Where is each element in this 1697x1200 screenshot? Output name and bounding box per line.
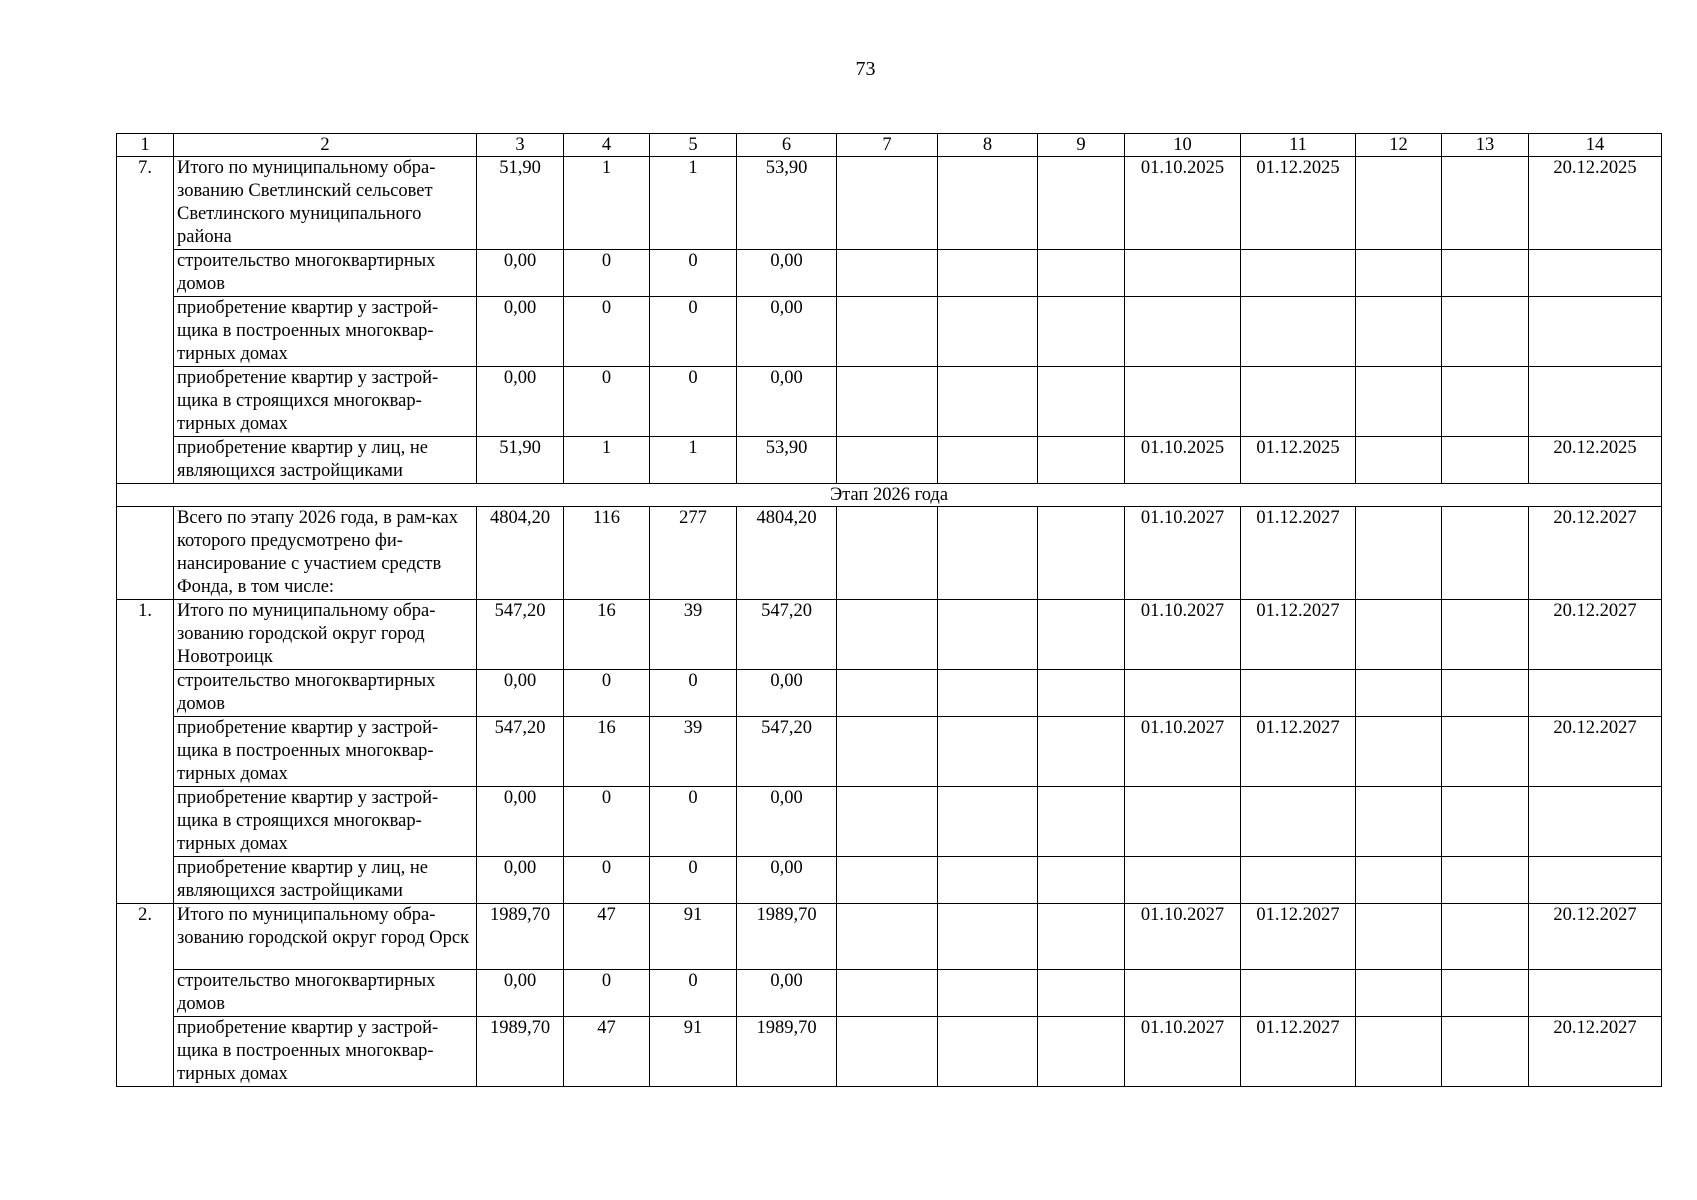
row-number: [117, 857, 174, 904]
empty-cell: [1442, 1017, 1529, 1087]
date-cell: 20.12.2027: [1529, 717, 1662, 787]
column-number: 7: [837, 134, 938, 157]
empty-cell: [938, 367, 1038, 437]
empty-cell: [1038, 787, 1125, 857]
value-cell: 0,00: [477, 670, 564, 717]
value-cell: 1: [650, 157, 737, 250]
row-number: [117, 970, 174, 1017]
value-cell: 0,00: [477, 857, 564, 904]
value-cell: 0: [650, 857, 737, 904]
value-cell: 0,00: [477, 367, 564, 437]
empty-cell: [1356, 717, 1442, 787]
value-cell: 53,90: [737, 157, 837, 250]
column-number: 3: [477, 134, 564, 157]
row-number: 7.: [117, 157, 174, 250]
date-cell: 01.12.2027: [1241, 717, 1356, 787]
value-cell: 0: [564, 297, 650, 367]
empty-cell: [1442, 970, 1529, 1017]
empty-cell: [837, 157, 938, 250]
value-cell: 0,00: [737, 857, 837, 904]
value-cell: 16: [564, 717, 650, 787]
empty-cell: [1038, 507, 1125, 600]
date-cell: [1125, 297, 1241, 367]
row-name: приобретение квартир у застрой-щика в строящихся многоквар-тирных домах: [174, 787, 477, 857]
empty-cell: [1356, 787, 1442, 857]
date-cell: 01.10.2027: [1125, 1017, 1241, 1087]
table-row: [117, 600, 1662, 670]
date-cell: 01.10.2025: [1125, 437, 1241, 484]
value-cell: 1989,70: [477, 904, 564, 970]
empty-cell: [837, 367, 938, 437]
date-cell: [1125, 250, 1241, 297]
empty-cell: [1038, 157, 1125, 250]
value-cell: 1989,70: [737, 1017, 837, 1087]
row-name: строительство многоквартирных домов: [174, 250, 477, 297]
value-cell: 53,90: [737, 437, 837, 484]
empty-cell: [1356, 970, 1442, 1017]
value-cell: 0: [650, 250, 737, 297]
empty-cell: [1356, 250, 1442, 297]
table-row: [117, 717, 1662, 787]
row-number: 2.: [117, 904, 174, 970]
date-cell: 01.12.2027: [1241, 904, 1356, 970]
empty-cell: [938, 507, 1038, 600]
value-cell: 0: [650, 970, 737, 1017]
value-cell: 0,00: [737, 250, 837, 297]
column-number: 9: [1038, 134, 1125, 157]
date-cell: [1241, 970, 1356, 1017]
row-name: приобретение квартир у лиц, не являющихся застройщиками: [174, 857, 477, 904]
value-cell: 0,00: [477, 787, 564, 857]
column-number: 11: [1241, 134, 1356, 157]
empty-cell: [1038, 857, 1125, 904]
empty-cell: [938, 787, 1038, 857]
value-cell: 39: [650, 600, 737, 670]
column-number: 2: [174, 134, 477, 157]
empty-cell: [938, 1017, 1038, 1087]
value-cell: 0: [564, 970, 650, 1017]
row-number: [117, 787, 174, 857]
value-cell: 0: [564, 857, 650, 904]
date-cell: 01.10.2027: [1125, 507, 1241, 600]
table-row: [117, 157, 1662, 250]
date-cell: [1241, 787, 1356, 857]
row-name: Итого по муниципальному обра-зованию городской округ город Новотроицк: [174, 600, 477, 670]
value-cell: 0,00: [737, 970, 837, 1017]
empty-cell: [1038, 970, 1125, 1017]
value-cell: 0,00: [737, 670, 837, 717]
table-row: [117, 1017, 1662, 1087]
row-name: Итого по муниципальному обра-зованию Светлинский сельсовет Светлинского муниципального района: [174, 157, 477, 250]
date-cell: [1125, 367, 1241, 437]
empty-cell: [938, 437, 1038, 484]
empty-cell: [837, 904, 938, 970]
value-cell: 0,00: [477, 250, 564, 297]
empty-cell: [837, 250, 938, 297]
value-cell: 0,00: [477, 297, 564, 367]
empty-cell: [1356, 904, 1442, 970]
empty-cell: [1356, 1017, 1442, 1087]
table-row: [117, 787, 1662, 857]
row-number: [117, 717, 174, 787]
date-cell: [1241, 297, 1356, 367]
row-number: [117, 437, 174, 484]
date-cell: [1241, 367, 1356, 437]
empty-cell: [1442, 600, 1529, 670]
column-number-row: [117, 134, 1662, 157]
date-cell: 20.12.2027: [1529, 904, 1662, 970]
empty-cell: [938, 857, 1038, 904]
stage-row: [117, 484, 1662, 507]
empty-cell: [938, 970, 1038, 1017]
empty-cell: [837, 600, 938, 670]
empty-cell: [1038, 1017, 1125, 1087]
date-cell: [1529, 367, 1662, 437]
row-name: строительство многоквартирных домов: [174, 970, 477, 1017]
empty-cell: [1442, 857, 1529, 904]
date-cell: [1241, 857, 1356, 904]
empty-cell: [1038, 367, 1125, 437]
empty-cell: [1442, 507, 1529, 600]
empty-cell: [1356, 437, 1442, 484]
empty-cell: [1442, 904, 1529, 970]
empty-cell: [938, 600, 1038, 670]
empty-cell: [1356, 857, 1442, 904]
value-cell: 547,20: [737, 717, 837, 787]
date-cell: 20.12.2025: [1529, 437, 1662, 484]
row-name: приобретение квартир у застрой-щика в построенных многоквар-тирных домах: [174, 1017, 477, 1087]
value-cell: 0,00: [477, 970, 564, 1017]
empty-cell: [837, 670, 938, 717]
date-cell: [1529, 970, 1662, 1017]
value-cell: 1: [564, 437, 650, 484]
row-number: [117, 250, 174, 297]
table-row: [117, 507, 1662, 600]
date-cell: [1529, 250, 1662, 297]
row-number: [117, 1017, 174, 1087]
date-cell: [1529, 297, 1662, 367]
empty-cell: [837, 297, 938, 367]
empty-cell: [1442, 437, 1529, 484]
date-cell: 20.12.2025: [1529, 157, 1662, 250]
date-cell: [1125, 670, 1241, 717]
value-cell: 4804,20: [477, 507, 564, 600]
table-row: [117, 857, 1662, 904]
value-cell: 0,00: [737, 787, 837, 857]
row-number: 1.: [117, 600, 174, 670]
value-cell: 4804,20: [737, 507, 837, 600]
value-cell: 0: [650, 787, 737, 857]
empty-cell: [1038, 437, 1125, 484]
empty-cell: [938, 717, 1038, 787]
empty-cell: [837, 857, 938, 904]
empty-cell: [1356, 670, 1442, 717]
table-row: [117, 437, 1662, 484]
value-cell: 0,00: [737, 297, 837, 367]
date-cell: [1241, 670, 1356, 717]
empty-cell: [1442, 157, 1529, 250]
value-cell: 91: [650, 904, 737, 970]
date-cell: [1125, 787, 1241, 857]
empty-cell: [1442, 670, 1529, 717]
date-cell: [1125, 970, 1241, 1017]
column-number: 1: [117, 134, 174, 157]
empty-cell: [938, 670, 1038, 717]
column-number: 6: [737, 134, 837, 157]
value-cell: 47: [564, 904, 650, 970]
empty-cell: [1038, 250, 1125, 297]
empty-cell: [1356, 600, 1442, 670]
value-cell: 0: [564, 787, 650, 857]
empty-cell: [1038, 297, 1125, 367]
value-cell: 116: [564, 507, 650, 600]
stage-label: Этап 2026 года: [117, 484, 1662, 507]
value-cell: 51,90: [477, 157, 564, 250]
value-cell: 0: [650, 367, 737, 437]
row-name: приобретение квартир у лиц, не являющихся застройщиками: [174, 437, 477, 484]
row-name: строительство многоквартирных домов: [174, 670, 477, 717]
row-name: приобретение квартир у застрой-щика в строящихся многоквар-тирных домах: [174, 367, 477, 437]
empty-cell: [837, 507, 938, 600]
empty-cell: [938, 250, 1038, 297]
date-cell: [1125, 857, 1241, 904]
date-cell: 01.12.2027: [1241, 600, 1356, 670]
date-cell: 01.12.2025: [1241, 437, 1356, 484]
row-name: приобретение квартир у застрой-щика в построенных многоквар-тирных домах: [174, 717, 477, 787]
value-cell: 1989,70: [477, 1017, 564, 1087]
value-cell: 51,90: [477, 437, 564, 484]
empty-cell: [1356, 367, 1442, 437]
table-row: [117, 970, 1662, 1017]
empty-cell: [837, 1017, 938, 1087]
date-cell: 01.12.2025: [1241, 157, 1356, 250]
empty-cell: [1356, 157, 1442, 250]
value-cell: 91: [650, 1017, 737, 1087]
column-number: 10: [1125, 134, 1241, 157]
column-number: 13: [1442, 134, 1529, 157]
row-name: Всего по этапу 2026 года, в рам-ках которого предусмотрено фи-нансирование с участием средств Фонда, в том числе:: [174, 507, 477, 600]
value-cell: 277: [650, 507, 737, 600]
value-cell: 0: [650, 670, 737, 717]
empty-cell: [1038, 904, 1125, 970]
page-number: 73: [855, 58, 876, 80]
value-cell: 1: [564, 157, 650, 250]
date-cell: 20.12.2027: [1529, 600, 1662, 670]
empty-cell: [1442, 367, 1529, 437]
value-cell: 0: [564, 367, 650, 437]
empty-cell: [1038, 600, 1125, 670]
empty-cell: [938, 157, 1038, 250]
date-cell: 01.12.2027: [1241, 507, 1356, 600]
empty-cell: [938, 904, 1038, 970]
value-cell: 16: [564, 600, 650, 670]
value-cell: 0: [650, 297, 737, 367]
program-table: [116, 133, 1662, 1087]
date-cell: [1529, 787, 1662, 857]
date-cell: 01.10.2025: [1125, 157, 1241, 250]
date-cell: 20.12.2027: [1529, 1017, 1662, 1087]
empty-cell: [938, 297, 1038, 367]
row-number: [117, 670, 174, 717]
empty-cell: [1442, 297, 1529, 367]
empty-cell: [837, 970, 938, 1017]
row-number: [117, 297, 174, 367]
table-row: [117, 670, 1662, 717]
column-number: 5: [650, 134, 737, 157]
date-cell: 01.10.2027: [1125, 717, 1241, 787]
empty-cell: [1442, 787, 1529, 857]
empty-cell: [837, 717, 938, 787]
date-cell: 01.10.2027: [1125, 904, 1241, 970]
value-cell: 0: [564, 670, 650, 717]
table-row: [117, 297, 1662, 367]
empty-cell: [1356, 297, 1442, 367]
table-row: [117, 367, 1662, 437]
date-cell: [1241, 250, 1356, 297]
row-number: [117, 367, 174, 437]
value-cell: 0,00: [737, 367, 837, 437]
empty-cell: [1038, 717, 1125, 787]
value-cell: 547,20: [477, 600, 564, 670]
date-cell: 01.12.2027: [1241, 1017, 1356, 1087]
table-row: [117, 250, 1662, 297]
value-cell: 0: [564, 250, 650, 297]
column-number: 12: [1356, 134, 1442, 157]
empty-cell: [837, 437, 938, 484]
empty-cell: [837, 787, 938, 857]
date-cell: 01.10.2027: [1125, 600, 1241, 670]
empty-cell: [1356, 507, 1442, 600]
date-cell: 20.12.2027: [1529, 507, 1662, 600]
date-cell: [1529, 857, 1662, 904]
value-cell: 47: [564, 1017, 650, 1087]
value-cell: 547,20: [477, 717, 564, 787]
column-number: 14: [1529, 134, 1662, 157]
value-cell: 1: [650, 437, 737, 484]
empty-cell: [1038, 670, 1125, 717]
value-cell: 39: [650, 717, 737, 787]
column-number: 8: [938, 134, 1038, 157]
row-number: [117, 507, 174, 600]
column-number: 4: [564, 134, 650, 157]
empty-cell: [1442, 250, 1529, 297]
row-name: приобретение квартир у застрой-щика в построенных многоквар-тирных домах: [174, 297, 477, 367]
empty-cell: [1442, 717, 1529, 787]
date-cell: [1529, 670, 1662, 717]
table-row: [117, 904, 1662, 970]
row-name: Итого по муниципальному обра-зованию городской округ город Орск: [174, 904, 477, 970]
value-cell: 1989,70: [737, 904, 837, 970]
value-cell: 547,20: [737, 600, 837, 670]
